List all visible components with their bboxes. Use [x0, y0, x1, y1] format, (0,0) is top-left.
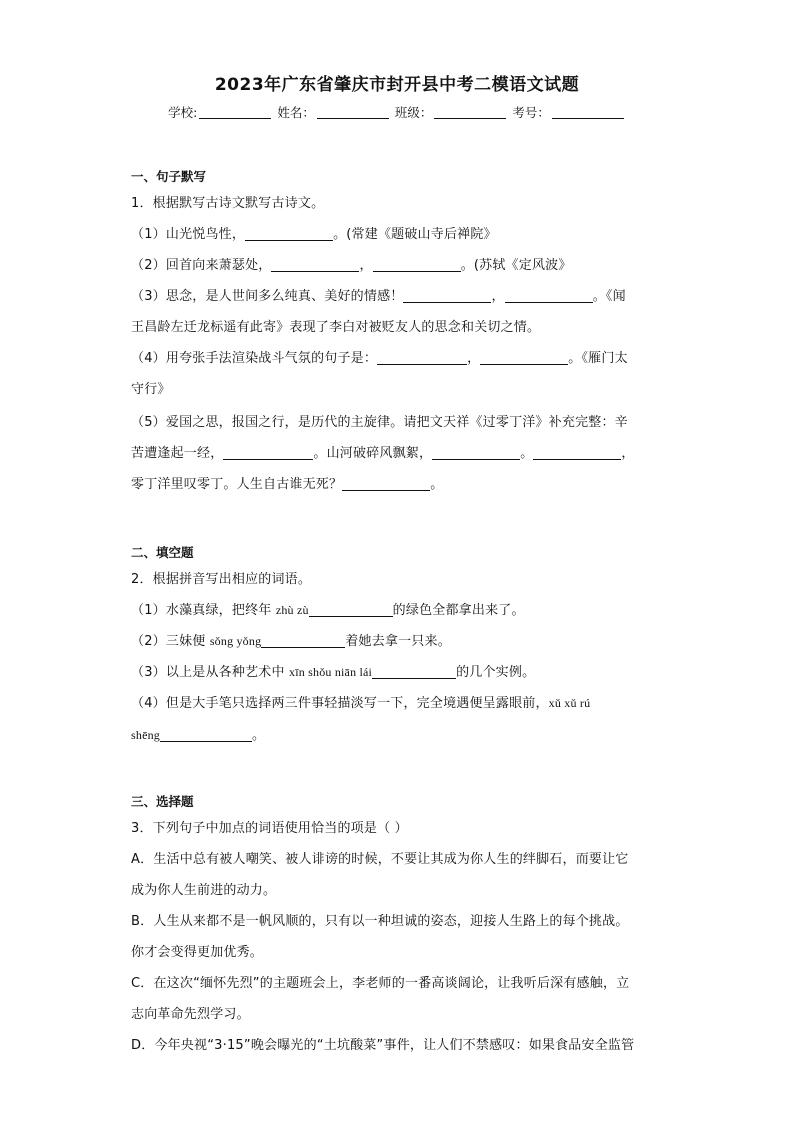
answer-blank[interactable] [505, 289, 593, 303]
q1-item-2 [131, 254, 671, 273]
q1-item-1-text: （1）山光悦鸟性， [131, 227, 246, 242]
q1-item-3-cont: 王昌龄左迁龙标遥有此寄》表现了李白对被贬友人的思念和关切之情。 [131, 320, 541, 335]
option-b[interactable]: B．人生从来都不是一帆风顺的，只有以一种坦诚的姿态，迎接人生路上的每个挑战。 [131, 914, 629, 929]
answer-blank[interactable] [223, 446, 313, 460]
answer-blank[interactable] [372, 665, 456, 679]
class-label: 班级： [394, 105, 433, 120]
q1-item-5: （5）爱国之思，报国之行，是历代的主旋律。请把文天祥《过零丁洋》补充完整：辛 [131, 415, 628, 430]
option-c-cont: 志向革命先烈学习。 [131, 1007, 250, 1022]
name-blank[interactable] [317, 106, 389, 119]
class-blank[interactable] [434, 106, 506, 119]
q2-item-4-pinyin: xǔ xǔ rú [548, 696, 591, 710]
answer-blank[interactable] [261, 634, 345, 648]
q2-item-2-text: （2）三妹便 [131, 634, 210, 649]
exam-no-blank[interactable] [552, 106, 624, 119]
q1-item-1-source: 。(常建《题破山寺后禅院》 [333, 227, 497, 242]
q1-item-5-line2 [131, 442, 671, 461]
q1-item-3-tail: 。《闻 [592, 289, 626, 304]
option-b-cont: 你才会变得更加优秀。 [131, 945, 264, 960]
student-info-row [0, 103, 794, 121]
q2-item-2-pinyin: sǒng yǒng [209, 634, 262, 648]
school-label: 学校: [168, 105, 198, 120]
section-1-header: 一、句子默写 [131, 169, 207, 184]
q1-item-5-text-f: 。 [430, 477, 444, 492]
school-blank[interactable] [199, 106, 271, 119]
option-c[interactable]: C．在这次“缅怀先烈”的主题班会上，李老师的一番高谈阔论，让我听后深有感触，立 [131, 976, 630, 991]
option-a-cont: 成为你人生前进的动力。 [131, 883, 277, 898]
name-label: 姓名： [277, 105, 315, 120]
q1-item-4-tail: 。《雁门太 [568, 351, 628, 366]
q2-item-3 [131, 661, 671, 680]
q1-item-5-text-e: 零丁洋里叹零丁。人生自古谁无死？ [131, 477, 343, 492]
q2-item-2 [131, 630, 671, 649]
q2-item-2-tail: 着她去拿一只来。 [345, 634, 451, 649]
q1-item-1 [131, 223, 671, 242]
answer-blank[interactable] [309, 603, 393, 617]
answer-blank[interactable] [403, 289, 491, 303]
answer-blank[interactable] [533, 446, 621, 460]
q1-item-5-text-d: ， [621, 446, 635, 461]
q2-item-4-text: （4）但是大手笔只选择两三件事轻描淡写一下，完全境遇便呈露眼前， [131, 696, 549, 711]
q1-item-2-text: （2）回首向来萧瑟处， [131, 258, 272, 273]
answer-blank[interactable] [160, 728, 252, 742]
answer-blank[interactable] [480, 351, 568, 365]
option-a[interactable]: A．生活中总有被人嘲笑、被人诽谤的时候，不要让其成为你人生的绊脚石，而要让它 [131, 852, 629, 867]
exam-no-label: 考号： [512, 105, 550, 120]
answer-blank[interactable] [432, 446, 520, 460]
q2-item-4 [131, 692, 671, 711]
q1-item-2-source: 。(苏轼《定风波》 [460, 258, 572, 273]
q1-item-3 [131, 285, 671, 304]
answer-blank[interactable] [377, 351, 467, 365]
question-3-stem: 3．下列句子中加点的词语使用恰当的项是（ ） [131, 821, 408, 836]
q2-item-3-text: （3）以上是从各种艺术中 [131, 665, 290, 680]
q2-item-1-tail: 的绿色全都拿出来了。 [392, 603, 525, 618]
answer-blank[interactable] [342, 477, 430, 491]
answer-blank[interactable] [271, 258, 359, 272]
q2-item-1 [131, 599, 671, 618]
exam-title: 2023年广东省肇庆市封开县中考二模语文试题 [214, 75, 580, 95]
q1-item-3-sep: ， [491, 289, 505, 304]
q2-item-4-pinyin-cont: shēng [131, 728, 160, 742]
section-3-header: 三、选择题 [131, 794, 194, 809]
q1-item-5-line3 [131, 473, 671, 492]
q2-item-3-tail: 的几个实例。 [456, 665, 536, 680]
q2-item-3-pinyin: xīn shǒu niān lái [289, 665, 373, 679]
q1-item-4-sep: ， [467, 351, 481, 366]
answer-blank[interactable] [245, 227, 333, 241]
q1-item-5-text-c: 。 [520, 446, 534, 461]
q1-item-5-text-a: 苦遭逢起一经， [131, 446, 224, 461]
answer-blank[interactable] [373, 258, 461, 272]
q1-item-2-sep: ， [359, 258, 373, 273]
q1-item-5-text-b: 。山河破碎风飘絮， [313, 446, 433, 461]
q2-item-1-text: （1）水藻真绿，把终年 [131, 603, 276, 618]
q1-item-4-text: （4）用夸张手法渲染战斗气氛的句子是： [131, 351, 378, 366]
question-2-stem: 2．根据拼音写出相应的词语。 [131, 572, 312, 587]
q1-item-4-cont: 守行》 [131, 382, 171, 397]
q1-item-4 [131, 347, 671, 366]
q1-item-3-text: （3）思念，是人世间多么纯真、美好的情感！ [131, 289, 404, 304]
question-1-stem: 1．根据默写古诗文默写古诗文。 [131, 196, 325, 211]
section-2-header: 二、填空题 [131, 545, 194, 560]
q2-item-4-tail: 。 [252, 728, 266, 743]
q2-item-4-cont [131, 724, 671, 743]
q2-item-1-pinyin: zhù zù [275, 603, 309, 617]
option-d[interactable]: D．今年央视“3·15”晚会曝光的“土坑酸菜”事件，让人们不禁感叹：如果食品安全监管 [131, 1038, 635, 1053]
